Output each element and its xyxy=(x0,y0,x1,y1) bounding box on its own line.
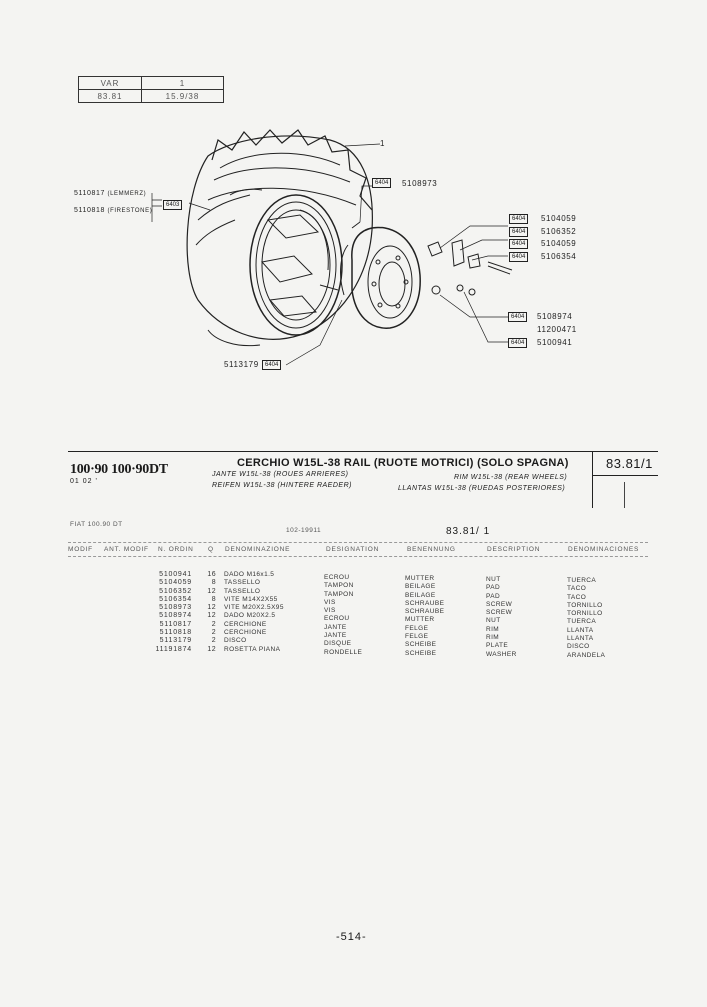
table-cell: TORNILLO xyxy=(567,601,603,609)
col-quantity: Q xyxy=(208,546,214,553)
table-cell: 5104059 xyxy=(159,579,192,587)
table-cell: FELGE xyxy=(405,624,429,632)
table-cell: DADO M16x1.5 xyxy=(224,571,275,578)
table-cell: JANTE xyxy=(324,632,347,640)
table-cell: 5106352 xyxy=(159,587,192,595)
table-cell: 5113179 xyxy=(159,637,192,645)
table-cell: TASSELLO xyxy=(224,579,261,587)
parts-spanish xyxy=(567,577,605,660)
callout-part-number: 5110818 xyxy=(74,207,105,214)
callout-part-5106354: 5106354 xyxy=(541,252,577,261)
callout-note-lemmerz: (LEMMERZ) xyxy=(107,191,147,197)
callout-note-firestone: (FIRESTONE) xyxy=(107,208,153,214)
table-cell: TAMPON xyxy=(324,590,354,598)
table-cell: RONDELLE xyxy=(324,648,363,656)
table-cell: LLANTA xyxy=(567,635,594,643)
table-cell: VIS xyxy=(324,607,336,615)
table-cell: 5108973 xyxy=(159,604,192,612)
table-cell: 5110818 xyxy=(159,629,192,637)
callout-part-5110817 xyxy=(74,190,146,197)
table-cell: PAD xyxy=(486,584,501,592)
table-cell: SCHRAUBE xyxy=(405,599,445,607)
table-cell: VITE M14X2X55 xyxy=(224,595,278,603)
fastener-drawings xyxy=(320,222,512,295)
callout-part-5108974: 5108974 xyxy=(537,312,573,321)
table-cell: WASHER xyxy=(486,650,517,658)
table-cell: VIS xyxy=(324,598,336,606)
variant-row-value: 15.9/38 xyxy=(142,90,224,103)
table-cell: MUTTER xyxy=(405,575,435,582)
table-cell: 16 xyxy=(207,571,216,578)
variant-row-label: 83.81 xyxy=(79,90,142,103)
table-cell: ROSETTA PIANA xyxy=(224,645,281,653)
callout-tag: 6404 xyxy=(509,214,528,224)
table-cell: 12 xyxy=(207,612,216,620)
table-cell: MUTTER xyxy=(405,616,435,624)
parts-quantities xyxy=(204,571,216,654)
callout-tag: 6404 xyxy=(508,338,527,348)
col-ant-modif: ANT. MODIF xyxy=(104,546,149,553)
table-cell: BEILAGE xyxy=(405,591,436,599)
page-number: -514- xyxy=(336,931,367,943)
callout-tag: 6404 xyxy=(509,252,528,262)
callout-part-5113179: 5113179 xyxy=(224,360,259,369)
leader-lines xyxy=(152,144,508,365)
table-cell: SCREW xyxy=(486,600,513,608)
table-cell: NUT xyxy=(486,617,501,625)
table-cell: LLANTA xyxy=(567,626,594,634)
table-cell: CERCHIONE xyxy=(224,629,267,637)
variant-header-label: VAR xyxy=(79,77,142,90)
callout-tag: 6404 xyxy=(508,312,527,322)
callout-ref-1: 1 xyxy=(380,139,386,148)
table-cell: DADO M20X2.5 xyxy=(224,612,276,620)
callout-part-11200471: 11200471 xyxy=(537,325,577,334)
parts-german xyxy=(405,575,444,658)
table-cell: TUERCA xyxy=(567,618,597,626)
table-cell: DISCO xyxy=(567,643,590,651)
col-spanish: DENOMINACIONES xyxy=(568,546,640,553)
callout-tag: 6404 xyxy=(509,227,528,237)
callout-tag: 6404 xyxy=(262,360,281,370)
page-title: CERCHIO W15L-38 RAIL (RUOTE MOTRICI) (SOLO SPAGNA) xyxy=(237,457,569,469)
table-cell: 2 xyxy=(211,637,216,645)
table-cell: NUT xyxy=(486,576,501,583)
columns-rule-bottom xyxy=(68,556,648,557)
table-cell: TAMPON xyxy=(324,582,354,590)
model-names: 100·90 100·90DT xyxy=(70,462,168,477)
table-cell: 12 xyxy=(207,587,216,595)
parts-order-numbers xyxy=(150,571,192,654)
table-cell: JANTE xyxy=(324,623,347,631)
table-cell: TUERCA xyxy=(567,577,597,584)
callout-part-5110818 xyxy=(74,207,152,214)
title-english: RIM W15L-38 (REAR WHEELS) xyxy=(454,474,568,481)
table-cell: VITE M20X2.5X95 xyxy=(224,604,284,612)
rim-drawing xyxy=(230,189,342,335)
page-reference: 83.81/1 xyxy=(606,456,653,471)
parts-english xyxy=(486,576,517,659)
table-cell: BEILAGE xyxy=(405,583,436,591)
col-italian: DENOMINAZIONE xyxy=(225,546,291,553)
title-spanish: LLANTAS W15L-38 (RUEDAS POSTERIORES) xyxy=(398,485,566,492)
callout-part-number: 5110817 xyxy=(74,190,105,197)
table-cell: FELGE xyxy=(405,633,429,641)
variant-header-value: 1 xyxy=(142,77,224,90)
table-cell: RIM xyxy=(486,625,500,633)
table-cell: SCHRAUBE xyxy=(405,608,445,616)
title-german: REIFEN W15L-38 (HINTERE RAEDER) xyxy=(212,482,352,489)
document-number: 102-19911 xyxy=(286,527,322,534)
callout-tag: 6404 xyxy=(372,178,391,188)
table-cell: 2 xyxy=(211,629,216,637)
page-ref-tick xyxy=(624,482,625,508)
table-cell: PLATE xyxy=(486,642,509,650)
table-cell: 12 xyxy=(207,645,216,653)
callout-part-5104059-a: 5104059 xyxy=(541,214,577,223)
columns-rule-top xyxy=(68,542,648,543)
callout-part-5108973: 5108973 xyxy=(402,179,438,188)
col-english: DESCRIPTION xyxy=(487,546,541,553)
table-cell: SCHEIBE xyxy=(405,649,437,657)
callout-part-5104059-b: 5104059 xyxy=(541,239,577,248)
table-cell: TORNILLO xyxy=(567,610,603,618)
table-cell: 5108974 xyxy=(159,612,192,620)
table-cell: SCHEIBE xyxy=(405,641,437,649)
model-variant-codes: 01 02 ' xyxy=(70,478,98,485)
parts-french xyxy=(324,574,362,657)
table-cell: RIM xyxy=(486,634,500,642)
callout-part-5100941: 5100941 xyxy=(537,338,573,347)
table-cell: ECROU xyxy=(324,574,350,581)
wheel-disc-drawing xyxy=(341,227,421,328)
table-cell: TASSELLO xyxy=(224,587,261,595)
table-cell: 8 xyxy=(211,595,216,603)
table-cell: ECROU xyxy=(324,615,350,623)
page-ref-divider xyxy=(592,475,658,476)
fiat-model: FIAT 100.90 DT xyxy=(70,521,123,528)
table-cell: SCREW xyxy=(486,609,513,617)
table-cell: ARANDELA xyxy=(567,651,606,659)
col-order-number: N. ORDIN xyxy=(158,546,194,553)
title-french: JANTE W15L-38 (ROUES ARRIERES) xyxy=(212,471,349,478)
table-cell: 8 xyxy=(211,579,216,587)
table-cell: 2 xyxy=(211,620,216,628)
table-cell: 11191874 xyxy=(155,645,192,653)
table-cell: TACO xyxy=(567,585,587,593)
table-cell: DISCO xyxy=(224,637,247,645)
table-cell: TACO xyxy=(567,593,587,601)
table-cell: PAD xyxy=(486,592,501,600)
table-cell: 5110817 xyxy=(159,620,192,628)
callout-part-5106352: 5106352 xyxy=(541,227,577,236)
table-cell: CERCHIONE xyxy=(224,620,267,628)
col-modif: MODIF xyxy=(68,546,93,553)
table-cell: 5100941 xyxy=(159,571,192,578)
table-cell: DISQUE xyxy=(324,640,352,648)
table-cell: 5106354 xyxy=(159,595,192,603)
parts-italian xyxy=(224,571,284,654)
page-reference-secondary: 83.81/ 1 xyxy=(446,526,491,537)
col-french: DESIGNATION xyxy=(326,546,380,553)
callout-tag: 6404 xyxy=(509,239,528,249)
col-german: BENENNUNG xyxy=(407,546,456,553)
table-cell: 12 xyxy=(207,604,216,612)
callout-tag: 6403 xyxy=(163,200,182,210)
header-rule-top xyxy=(68,451,658,452)
